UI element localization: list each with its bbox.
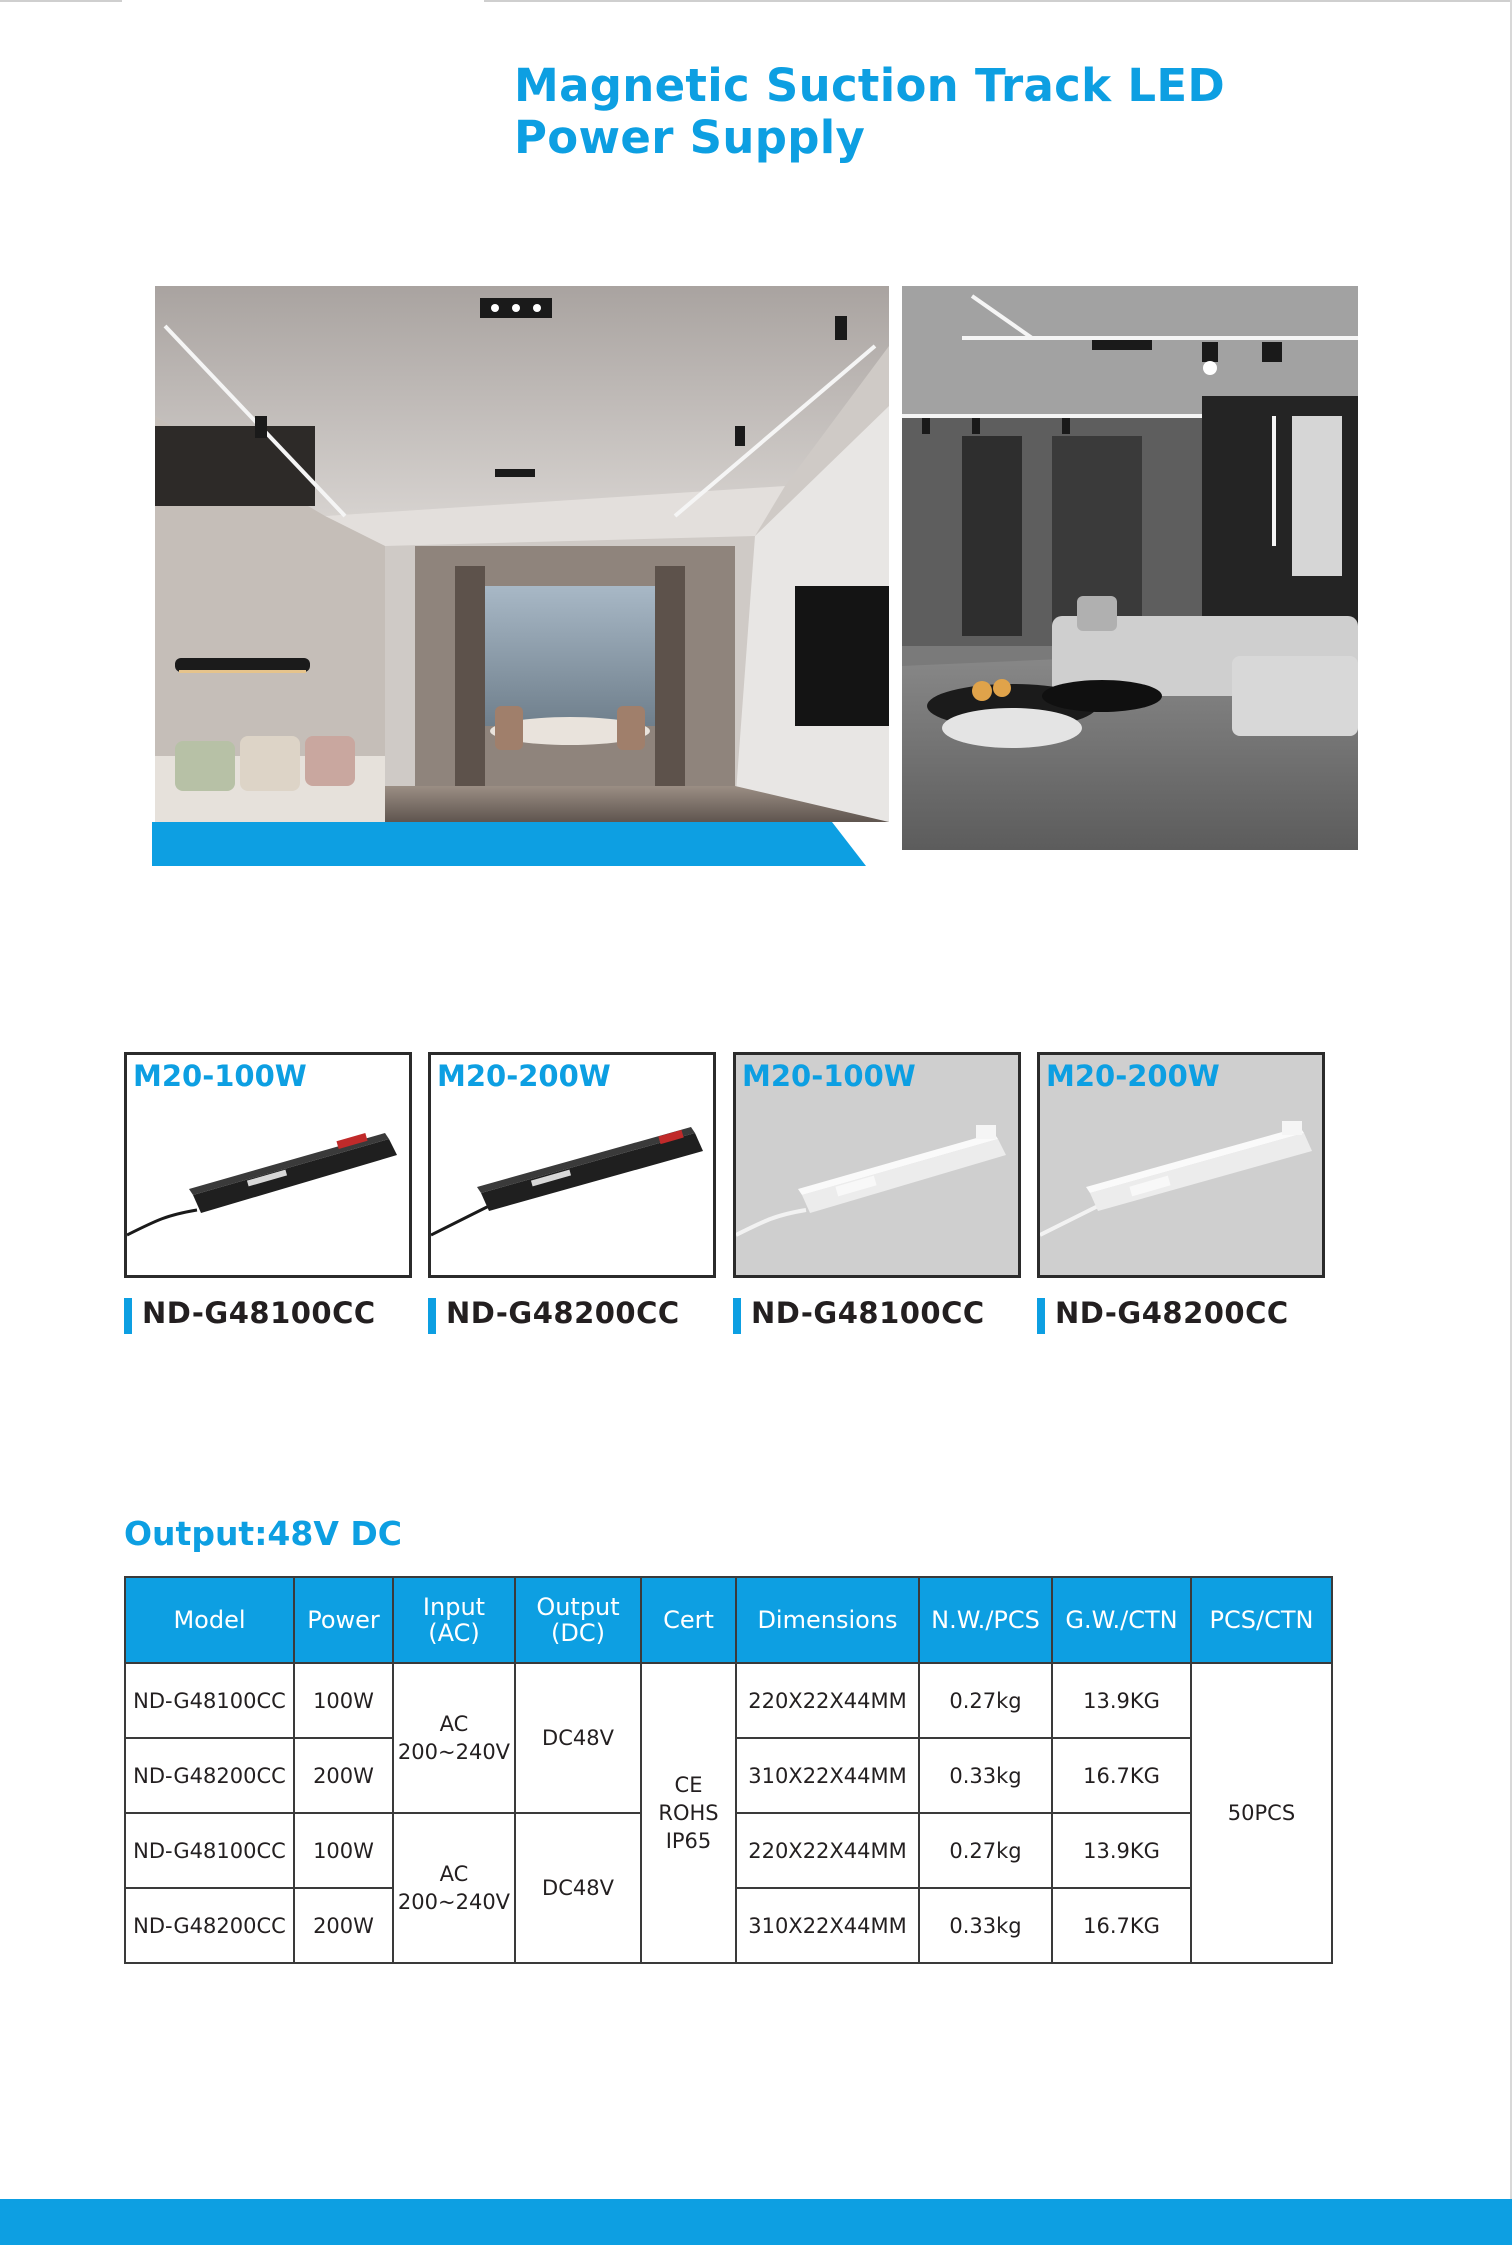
model-number: ND-G48100CC: [142, 1296, 376, 1330]
cell-model: ND-G48100CC: [125, 1663, 294, 1738]
cert-ip65: IP65: [665, 1829, 712, 1853]
cell-dimensions: 220X22X44MM: [736, 1813, 919, 1888]
cell-output: DC48V: [515, 1663, 641, 1813]
header-input-sub: (AC): [428, 1619, 480, 1647]
header-output: [515, 1577, 641, 1663]
cell-nw: 0.33kg: [919, 1888, 1052, 1963]
cell-dimensions: 310X22X44MM: [736, 1888, 919, 1963]
cell-nw: 0.27kg: [919, 1813, 1052, 1888]
header-nw: N.W./PCS: [919, 1577, 1052, 1663]
product-card-4[interactable]: [1037, 1052, 1325, 1278]
header-input: [393, 1577, 515, 1663]
header-input-label: Input: [422, 1593, 486, 1621]
header-output-label: Output: [536, 1593, 620, 1621]
cell-model: ND-G48200CC: [125, 1738, 294, 1813]
cell-power: 100W: [294, 1663, 393, 1738]
cell-power: 200W: [294, 1888, 393, 1963]
spec-table: [124, 1576, 1333, 1964]
cell-input: [393, 1663, 515, 1813]
product-title-2: M20-200W: [437, 1059, 611, 1093]
cell-gw: 13.9KG: [1052, 1813, 1191, 1888]
power-supply-white-image: [736, 1055, 1018, 1275]
product-card-1[interactable]: [124, 1052, 412, 1278]
page-title: [514, 60, 1274, 164]
cell-input: [393, 1813, 515, 1963]
output-heading: Output:48V DC: [124, 1514, 402, 1553]
product-title-4: M20-200W: [1046, 1059, 1220, 1093]
page-title-line2: Power Supply: [514, 111, 866, 164]
cell-gw: 16.7KG: [1052, 1888, 1191, 1963]
cert-rohs: ROHS: [658, 1801, 719, 1825]
cell-model: ND-G48100CC: [125, 1813, 294, 1888]
table-header-row: [125, 1577, 1332, 1663]
cell-input-line2: 200~240V: [397, 1740, 511, 1764]
accent-bar: [124, 1298, 132, 1334]
cell-input-line1: AC: [439, 1712, 469, 1736]
product-title-1: M20-100W: [133, 1059, 307, 1093]
power-supply-black-image: [431, 1055, 713, 1275]
cell-nw: 0.27kg: [919, 1663, 1052, 1738]
header-gw: G.W./CTN: [1052, 1577, 1191, 1663]
power-supply-white-image: [1040, 1055, 1322, 1275]
cell-input-line1: AC: [439, 1862, 469, 1886]
header-cert: Cert: [641, 1577, 736, 1663]
accent-bar: [1037, 1298, 1045, 1334]
cell-input-line2: 200~240V: [397, 1890, 511, 1914]
cell-model: ND-G48200CC: [125, 1888, 294, 1963]
cell-gw: 16.7KG: [1052, 1738, 1191, 1813]
accent-bar: [733, 1298, 741, 1334]
model-number: ND-G48100CC: [751, 1296, 985, 1330]
cell-cert: [641, 1663, 736, 1963]
cell-nw: 0.33kg: [919, 1738, 1052, 1813]
top-rule-left: [0, 0, 122, 2]
model-number: ND-G48200CC: [1055, 1296, 1289, 1330]
model-number: ND-G48200CC: [446, 1296, 680, 1330]
cell-pcs: 50PCS: [1191, 1663, 1332, 1963]
power-supply-black-image: [127, 1055, 409, 1275]
cell-gw: 13.9KG: [1052, 1663, 1191, 1738]
living-room-photo: [155, 286, 889, 822]
cell-output: DC48V: [515, 1813, 641, 1963]
page-title-line1: Magnetic Suction Track LED: [514, 59, 1226, 112]
lounge-photo: [902, 286, 1358, 850]
product-card-2[interactable]: [428, 1052, 716, 1278]
cert-ce: CE: [674, 1773, 703, 1797]
accent-band: [152, 822, 866, 866]
header-output-sub: (DC): [551, 1619, 605, 1647]
product-title-3: M20-100W: [742, 1059, 916, 1093]
header-model: Model: [125, 1577, 294, 1663]
cell-dimensions: 310X22X44MM: [736, 1738, 919, 1813]
accent-bar: [428, 1298, 436, 1334]
header-pcs: PCS/CTN: [1191, 1577, 1332, 1663]
cell-power: 200W: [294, 1738, 393, 1813]
table-row: [125, 1663, 1332, 1738]
product-card-3[interactable]: [733, 1052, 1021, 1278]
header-dimensions: Dimensions: [736, 1577, 919, 1663]
header-power: Power: [294, 1577, 393, 1663]
top-rule-right: [484, 0, 1512, 2]
cell-power: 100W: [294, 1813, 393, 1888]
cell-dimensions: 220X22X44MM: [736, 1663, 919, 1738]
footer-band: [0, 2199, 1512, 2245]
